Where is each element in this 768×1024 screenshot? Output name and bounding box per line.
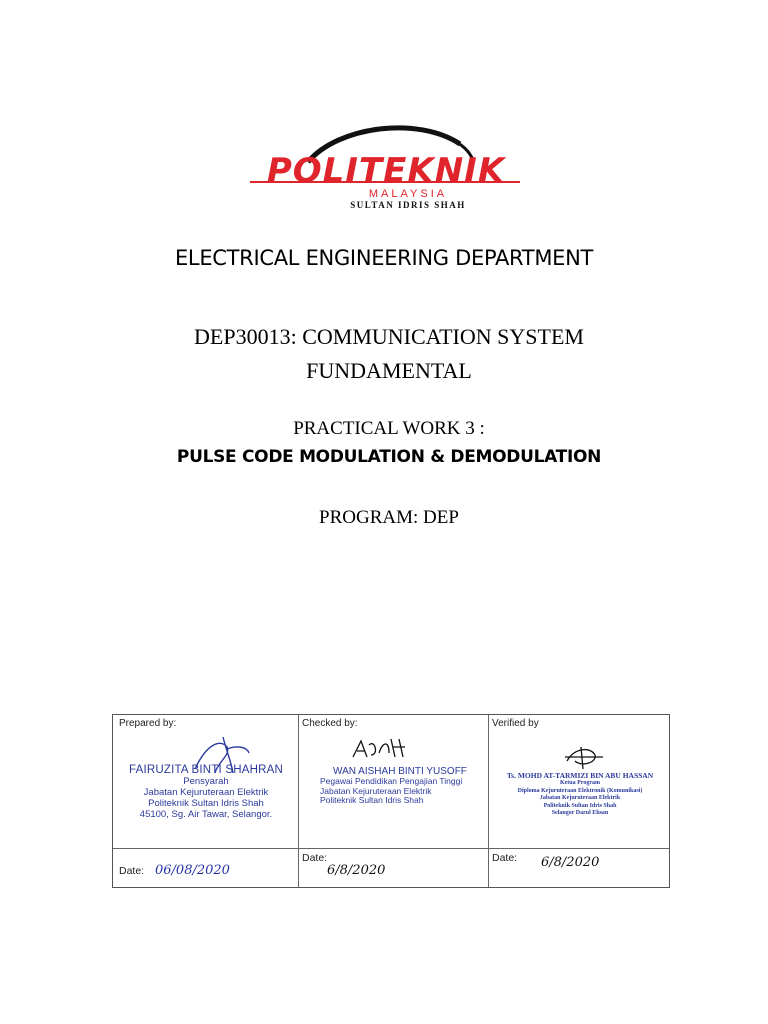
- course-title: [0, 320, 768, 388]
- stamp-line: Selangor Darul Ehsan: [551, 810, 609, 816]
- checked-date-value: 6/8/2020: [327, 863, 386, 878]
- logo-wordmark: POLITEKNIK: [266, 151, 506, 191]
- stamp-line: Jabatan Kejuruteraan Elektrik: [320, 785, 432, 796]
- department-title: ELECTRICAL ENGINEERING DEPARTMENT: [174, 246, 594, 270]
- course-line-1: DEP30013: COMMUNICATION SYSTEM: [194, 324, 584, 349]
- prepared-date-label: Date:: [119, 865, 145, 877]
- verified-by-heading: Verified by: [492, 718, 539, 729]
- verified-by-name: Ts. MOHD AT-TARMIZI BIN ABU HASSAN: [506, 771, 654, 780]
- logo-country: MALAYSIA: [368, 188, 448, 200]
- checked-by-stamp: [309, 766, 497, 806]
- checked-by-name: WAN AISHAH BINTI YUSOFF: [333, 766, 467, 777]
- stamp-line: Ketua Program: [559, 780, 601, 786]
- verified-by-stamp: [489, 771, 671, 818]
- signature-verified-icon: [561, 743, 607, 773]
- politeknik-logo: [248, 118, 524, 208]
- stamp-line: Pensyarah: [183, 776, 229, 787]
- stamp-line: Politeknik Sultan Idris Shah: [148, 798, 264, 809]
- stamp-line: Pegawai Pendidikan Pengajian Tinggi: [320, 776, 463, 786]
- prepared-by-name: FAIRUZITA BINTI SHAHRAN: [129, 764, 283, 776]
- prepared-by-heading: Prepared by:: [119, 718, 177, 729]
- logo-campus: SULTAN IDRIS SHAH: [350, 200, 466, 210]
- checked-by-heading: Checked by:: [302, 718, 358, 729]
- course-line-2: FUNDAMENTAL: [306, 358, 472, 383]
- stamp-line: 45100, Sg. Air Tawar, Selangor.: [139, 809, 273, 820]
- verified-date-value: 6/8/2020: [541, 855, 600, 870]
- checked-date-label: Date:: [302, 852, 328, 864]
- table-divider: [113, 848, 669, 849]
- signature-checked-icon: [349, 735, 419, 763]
- stamp-line: Diploma Kejuruteraan Elektronik (Komunikasi): [517, 787, 643, 794]
- verified-date-label: Date:: [492, 852, 518, 864]
- prepared-by-stamp: [113, 764, 299, 820]
- stamp-line: Jabatan Kejuruteraan Elektrik: [539, 795, 621, 801]
- practical-title: PULSE CODE MODULATION & DEMODULATION: [176, 447, 602, 467]
- approval-table: [112, 714, 670, 888]
- stamp-line: Politeknik Sultan Idris Shah: [543, 802, 617, 809]
- stamp-line: Politeknik Sultan Idris Shah: [320, 795, 424, 805]
- stamp-line: Jabatan Kejuruteraan Elektrik: [143, 787, 269, 798]
- prepared-date-value: 06/08/2020: [155, 863, 230, 878]
- program-label: PROGRAM: DEP: [319, 507, 459, 528]
- practical-label: PRACTICAL WORK 3 :: [293, 418, 485, 439]
